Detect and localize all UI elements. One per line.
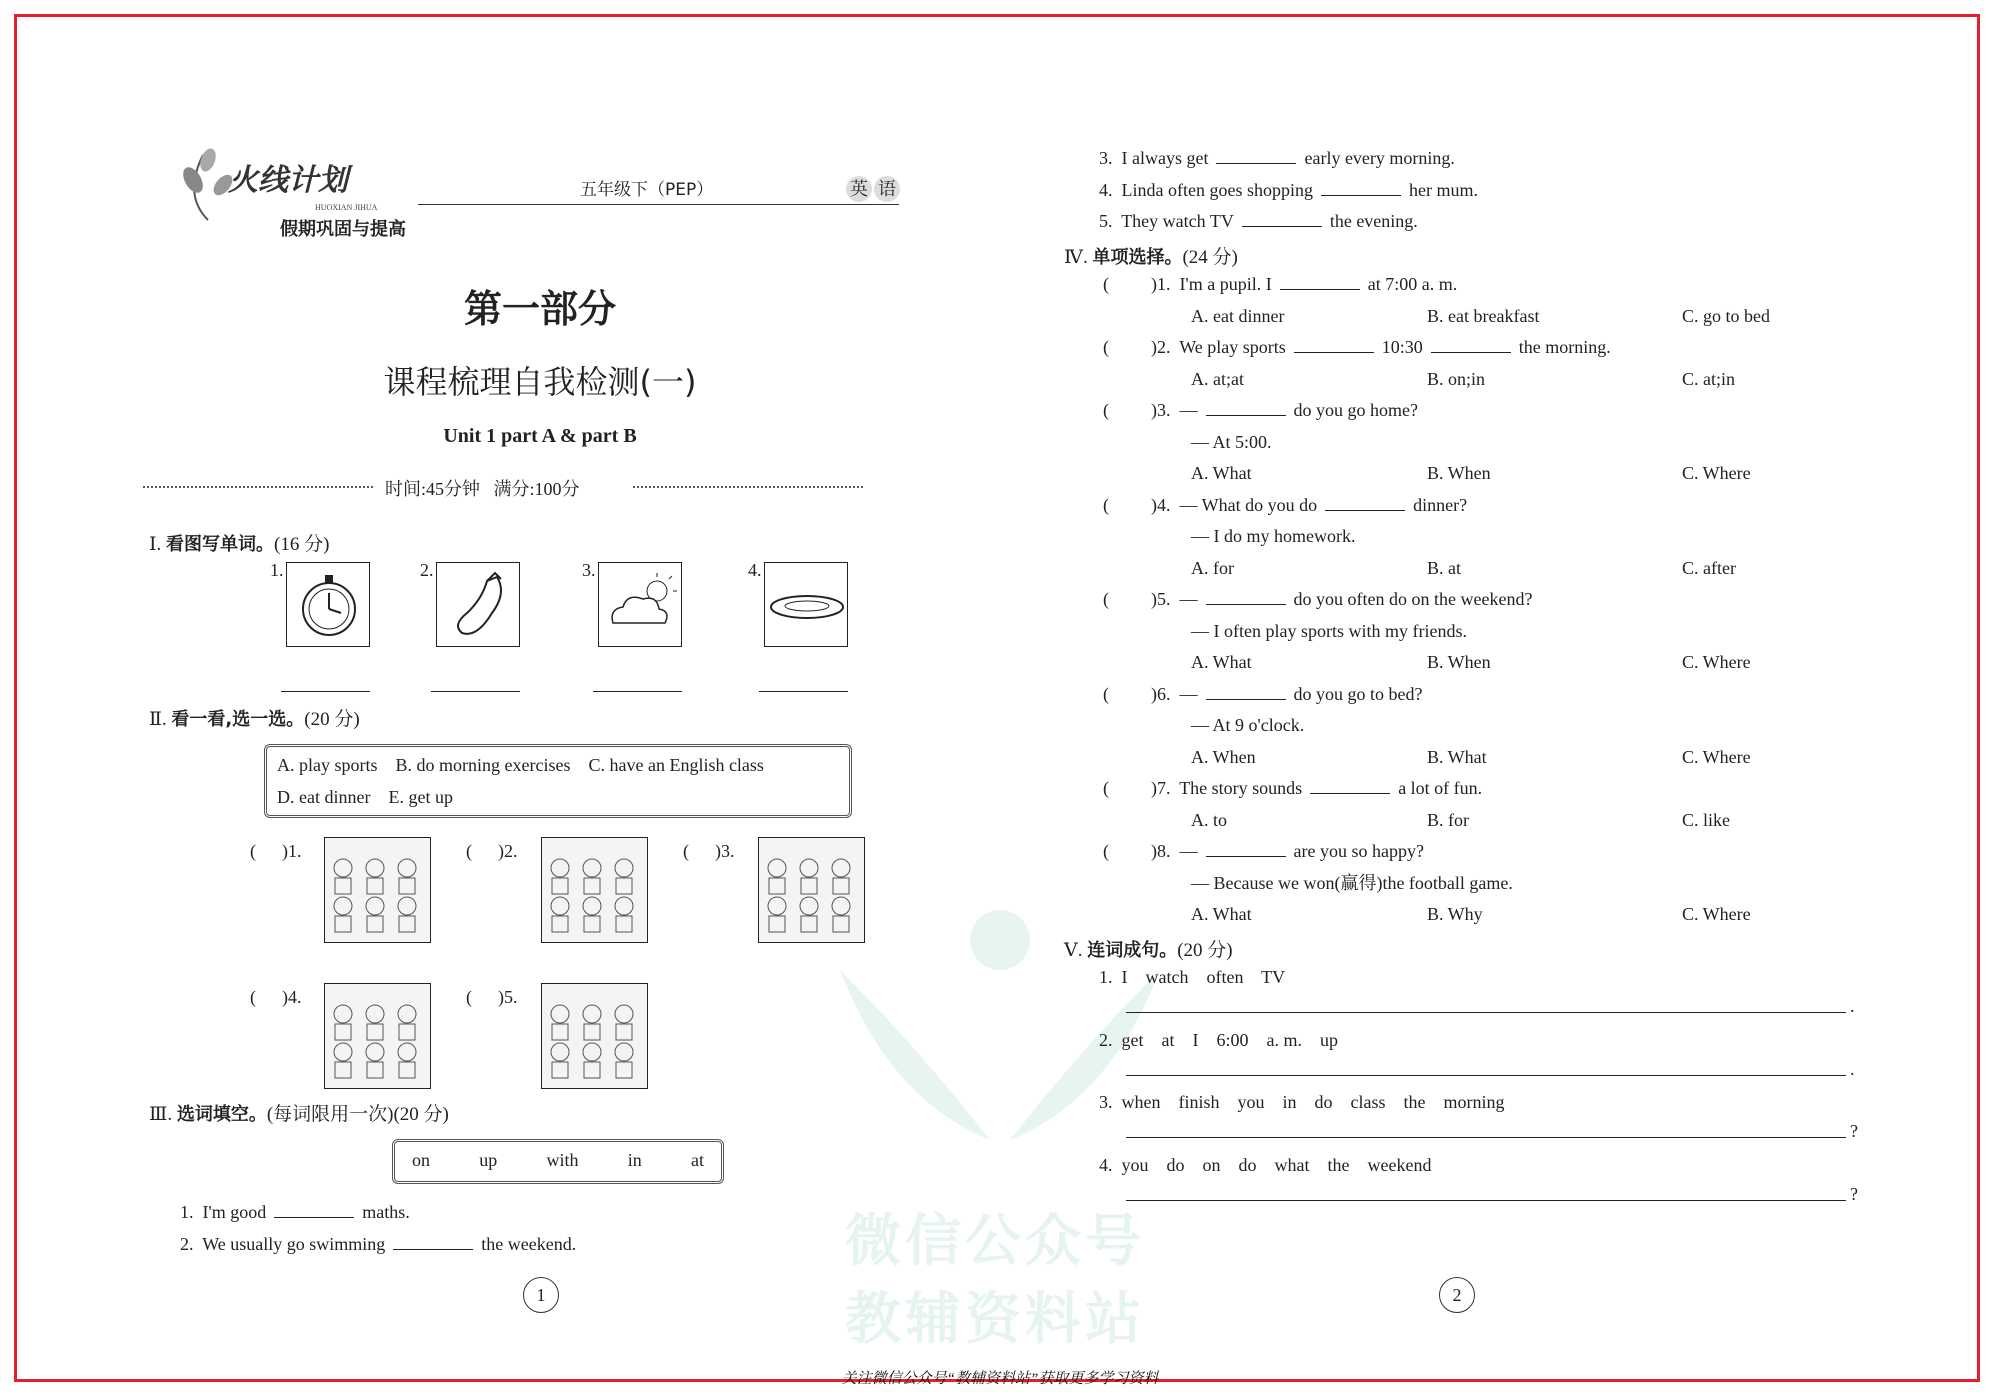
- section4-heading: Ⅳ. 单项选择。(24 分): [1064, 247, 1238, 268]
- full-score: 满分:100分: [493, 479, 580, 499]
- sentence-end-mark: ?: [1850, 1184, 1858, 1204]
- sentence-end-mark: ?: [1850, 1121, 1858, 1141]
- options-row-2: D. eat dinner E. get up: [277, 787, 453, 807]
- word-bank-word: at: [690, 1150, 704, 1170]
- choice-option[interactable]: C. at;in: [1682, 369, 1735, 389]
- choice-option[interactable]: A. What: [1191, 904, 1252, 924]
- choice-option[interactable]: B. What: [1427, 747, 1487, 767]
- choice-option[interactable]: A. for: [1191, 558, 1234, 578]
- choice-option[interactable]: A. What: [1191, 463, 1252, 483]
- subject-badge: [846, 176, 900, 202]
- answer-blank[interactable]: [274, 1201, 354, 1218]
- answer-bracket[interactable]: ( )4.: [250, 987, 302, 1007]
- word-answer-line[interactable]: [759, 691, 848, 692]
- watermark-line1: 微信公众号: [845, 1209, 1145, 1274]
- answer-bracket[interactable]: ( )5.: [466, 987, 518, 1007]
- answer-bracket[interactable]: (: [1103, 337, 1109, 357]
- logo-subtitle: 假期巩固与提高: [280, 219, 406, 240]
- picture-number: 2.: [420, 560, 434, 580]
- answer-blank[interactable]: [1321, 179, 1401, 196]
- answer-blank[interactable]: [1206, 588, 1286, 605]
- answer-blank[interactable]: [393, 1233, 473, 1250]
- answer-bracket[interactable]: ( )1.: [250, 841, 302, 861]
- choice-option[interactable]: C. Where: [1682, 747, 1751, 767]
- word-order-item: 3. when finish you in do class the morning: [1099, 1092, 1505, 1112]
- sun-cloud-icon: [598, 562, 682, 647]
- choice-option[interactable]: B. at: [1427, 558, 1461, 578]
- choice-option[interactable]: C. like: [1682, 810, 1730, 830]
- section2-heading: Ⅱ. 看一看,选一选。(20 分): [149, 709, 360, 730]
- fill-blank-item: 5. They watch TV the evening.: [1099, 211, 1418, 231]
- choice-option[interactable]: A. at;at: [1191, 369, 1244, 389]
- word-answer-line[interactable]: [281, 691, 370, 692]
- choice-option[interactable]: B. eat breakfast: [1427, 306, 1540, 326]
- dotted-rule-left: [143, 486, 373, 488]
- word-bank: [412, 1150, 704, 1171]
- answer-blank[interactable]: [1206, 683, 1286, 700]
- answer-bracket[interactable]: (: [1103, 841, 1109, 861]
- choice-option[interactable]: C. Where: [1682, 652, 1751, 672]
- subject-char: 语: [874, 176, 900, 202]
- football-picture-icon: [541, 983, 648, 1089]
- question-6: ( )6. — do you go to bed?: [1103, 684, 1423, 704]
- answer-blank[interactable]: [1294, 336, 1374, 353]
- page-number: 1: [523, 1277, 559, 1313]
- dialogue-answer: — I do my homework.: [1191, 526, 1356, 546]
- time-info: [385, 475, 580, 501]
- subject-char: 英: [846, 176, 872, 202]
- question-1: ( )1. I'm a pupil. I at 7:00 a. m.: [1103, 274, 1458, 294]
- stopwatch-icon: [286, 562, 370, 647]
- word-order-item: 2. get at I 6:00 a. m. up: [1099, 1030, 1338, 1050]
- fill-blank-item: 4. Linda often goes shopping her mum.: [1099, 180, 1478, 200]
- sentence-end-mark: .: [1850, 1059, 1855, 1079]
- answer-bracket[interactable]: (: [1103, 778, 1109, 798]
- word-order-item: 4. you do on do what the weekend: [1099, 1155, 1432, 1175]
- choice-option[interactable]: B. When: [1427, 652, 1491, 672]
- fill-blank-item: 2. We usually go swimming the weekend.: [180, 1234, 577, 1254]
- logo-pinyin: HUOXIAN JIHUA: [315, 203, 378, 212]
- answer-blank[interactable]: [1206, 840, 1286, 857]
- sentence-answer-line[interactable]: [1126, 1200, 1846, 1201]
- section5-heading: Ⅴ. 连词成句。(20 分): [1064, 940, 1233, 961]
- answer-blank[interactable]: [1310, 777, 1390, 794]
- getup-picture-icon: [324, 983, 431, 1089]
- choice-option[interactable]: A. eat dinner: [1191, 306, 1285, 326]
- choice-option[interactable]: B. on;in: [1427, 369, 1486, 389]
- answer-blank[interactable]: [1216, 147, 1296, 164]
- choice-option[interactable]: C. go to bed: [1682, 306, 1770, 326]
- plate-icon: [764, 562, 848, 647]
- sentence-answer-line[interactable]: [1126, 1075, 1846, 1076]
- word-order-item: 1. I watch often TV: [1099, 967, 1286, 987]
- footer-note: 关注微信公众号“教辅资料站”获取更多学习资料: [841, 1371, 1159, 1387]
- word-bank-word: in: [627, 1150, 642, 1170]
- fill-blank-item: 1. I'm good maths.: [180, 1202, 410, 1222]
- fill-blank-item: 3. I always get early every morning.: [1099, 148, 1455, 168]
- dialogue-answer: — I often play sports with my friends.: [1191, 621, 1467, 641]
- dinner-picture-icon: [758, 837, 865, 943]
- choice-option[interactable]: C. Where: [1682, 904, 1751, 924]
- choice-option[interactable]: A. What: [1191, 652, 1252, 672]
- word-bank-word: with: [546, 1150, 579, 1170]
- word-bank-word: up: [479, 1150, 498, 1170]
- answer-bracket[interactable]: (: [1103, 400, 1109, 420]
- answer-blank[interactable]: [1242, 210, 1322, 227]
- question-2: ( )2. We play sports 10:30 the morning.: [1103, 337, 1611, 357]
- header-rule: [418, 204, 899, 205]
- choice-option[interactable]: A. When: [1191, 747, 1256, 767]
- picture-number: 4.: [748, 560, 762, 580]
- choice-option[interactable]: C. after: [1682, 558, 1736, 578]
- answer-bracket[interactable]: (: [1103, 589, 1109, 609]
- picture-number: 3.: [582, 560, 596, 580]
- question-8: ( )8. — are you so happy?: [1103, 841, 1424, 861]
- time-limit: 时间:45分钟: [385, 479, 481, 499]
- question-3: ( )3. — do you go home?: [1103, 400, 1418, 420]
- choice-option[interactable]: B. for: [1427, 810, 1469, 830]
- section1-heading: Ⅰ. 看图写单词。(16 分): [149, 534, 330, 555]
- eggplant-icon: [436, 562, 520, 647]
- answer-bracket[interactable]: (: [1103, 274, 1109, 294]
- answer-bracket[interactable]: ( )2.: [466, 841, 518, 861]
- picture-number: 1.: [270, 560, 284, 580]
- choice-option[interactable]: A. to: [1191, 810, 1227, 830]
- dialogue-answer: — At 5:00.: [1191, 432, 1272, 452]
- answer-blank[interactable]: [1280, 273, 1360, 290]
- answer-blank[interactable]: [1325, 494, 1405, 511]
- answer-bracket[interactable]: (: [1103, 684, 1109, 704]
- choice-option[interactable]: C. Where: [1682, 463, 1751, 483]
- sentence-end-mark: .: [1850, 996, 1855, 1016]
- section3-heading: Ⅲ. 选词填空。(每词限用一次)(20 分): [149, 1104, 449, 1125]
- sentence-answer-line[interactable]: [1126, 1012, 1846, 1013]
- answer-blank[interactable]: [1206, 399, 1286, 416]
- answer-blank[interactable]: [1431, 336, 1511, 353]
- word-answer-line[interactable]: [431, 691, 520, 692]
- logo-text: 火线计划: [228, 163, 348, 198]
- sentence-answer-line[interactable]: [1126, 1137, 1846, 1138]
- question-5: ( )5. — do you often do on the weekend?: [1103, 589, 1533, 609]
- answer-bracket[interactable]: ( )3.: [683, 841, 735, 861]
- answer-bracket[interactable]: (: [1103, 495, 1109, 515]
- page-number: 2: [1439, 1277, 1475, 1313]
- choice-option[interactable]: B. When: [1427, 463, 1491, 483]
- grade-label: 五年级下（PEP）: [580, 180, 714, 200]
- exercise-picture-icon: [541, 837, 648, 943]
- unit-title: Unit 1 part A & part B: [443, 425, 637, 447]
- test-title: 课程梳理自我检测(一): [383, 363, 697, 401]
- question-7: ( )7. The story sounds a lot of fun.: [1103, 778, 1483, 798]
- watermark-line2: 教辅资料站: [845, 1287, 1145, 1352]
- part-title: 第一部分: [463, 289, 616, 331]
- dotted-rule-right: [633, 486, 863, 488]
- dialogue-answer: — Because we won(赢得)the football game.: [1191, 873, 1513, 893]
- choice-option[interactable]: B. Why: [1427, 904, 1483, 924]
- question-4: ( )4. — What do you do dinner?: [1103, 495, 1468, 515]
- word-bank-word: on: [412, 1150, 430, 1170]
- classroom-picture-icon: [324, 837, 431, 943]
- word-answer-line[interactable]: [593, 691, 682, 692]
- dialogue-answer: — At 9 o'clock.: [1191, 715, 1305, 735]
- options-row-1: A. play sports B. do morning exercises C. have an English class: [277, 755, 764, 775]
